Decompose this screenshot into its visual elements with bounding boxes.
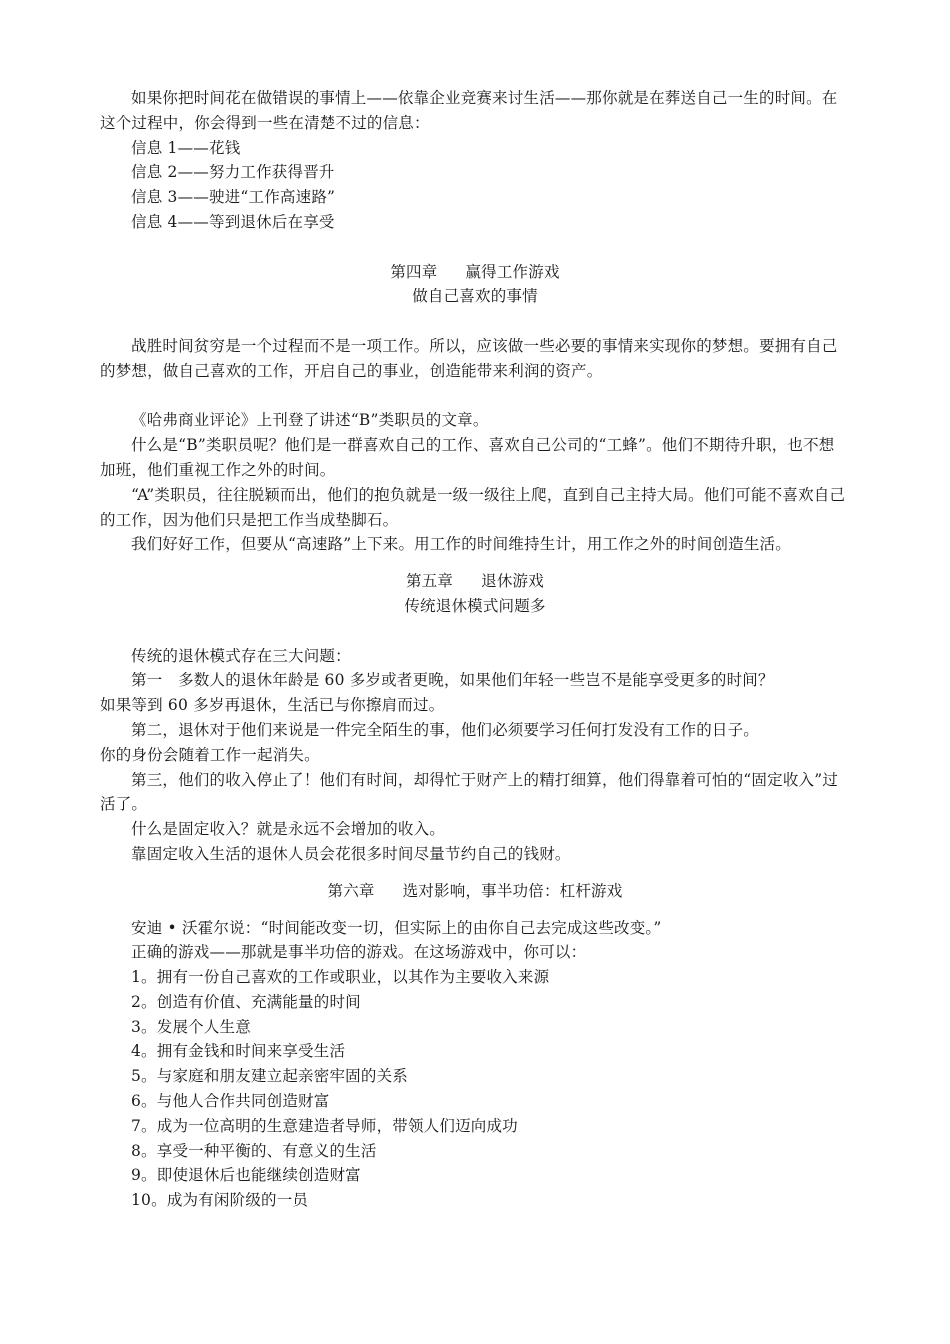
ch6-list	[100, 965, 850, 1213]
ch4-paragraph-3: 什么是“B”类职员呢？他们是一群喜欢自己的工作、喜欢自己公司的“工蜂”。他们不期待升职，也不想加班，他们重视工作之外的时间。	[100, 436, 835, 479]
ch5-paragraph-1: 传统的退休模式存在三大问题：	[131, 646, 351, 665]
ch5-paragraph-2b: 如果等到 60 多岁再退休，生活已与你擦肩而过。	[100, 696, 445, 715]
chapter-5-number: 第五章	[406, 572, 454, 591]
message-2: 信息 2——努力工作获得晋升	[131, 163, 335, 182]
list-item: 2。创造有价值、充满能量的时间	[131, 992, 361, 1011]
ch5-paragraph-5: 什么是固定收入？就是永远不会增加的收入。	[131, 820, 446, 839]
ch4-paragraph-5: 我们好好工作，但要从“高速路”上下来。用工作的时间维持生计，用工作之外的时间创造生活。	[131, 535, 791, 554]
ch4-paragraph-2: 《哈弗商业评论》上刊登了讲述“B”类职员的文章。	[131, 411, 489, 430]
chapter-4-number: 第四章	[390, 262, 438, 281]
list-item: 7。成为一位高明的生意建造者导师，带领人们迈向成功	[131, 1116, 518, 1135]
list-item: 10。成为有闲阶级的一员	[131, 1191, 309, 1210]
chapter-6-number: 第六章	[327, 881, 375, 900]
chapter-4-heading	[100, 260, 850, 285]
chapter-6-title: 选对影响，事半功倍：杠杆游戏	[402, 881, 623, 900]
ch5-paragraph-6: 靠固定收入生活的退休人员会花很多时间尽量节约自己的钱财。	[131, 844, 571, 863]
ch4-paragraph-4: “A”类职员，往往脱颖而出，他们的抱负就是一级一级往上爬，直到自己主持大局。他们可能不喜欢自己的工作，因为他们只是把工作当成垫脚石。	[100, 485, 846, 529]
list-item: 4。拥有金钱和时间来享受生活	[131, 1042, 346, 1061]
list-item: 1。拥有一份自己喜欢的工作或职业，以其作为主要收入来源	[131, 968, 550, 987]
list-item: 6。与他人合作共同创造财富	[131, 1092, 330, 1111]
ch6-lead: 正确的游戏——那就是事半功倍的游戏。在这场游戏中，你可以：	[131, 943, 587, 962]
ch5-paragraph-4: 第三，他们的收入停止了！他们有时间，却得忙于财产上的精打细算，他们得靠着可怕的“固定收入”过活了。	[100, 770, 839, 814]
list-item: 9。即使退休后也能继续创造财富	[131, 1166, 361, 1185]
chapter-5-subtitle: 传统退休模式问题多	[404, 596, 546, 615]
chapter-4-title: 赢得工作游戏	[465, 262, 560, 281]
ch5-paragraph-3b: 你的身份会随着工作一起消失。	[100, 745, 320, 764]
chapter-5-heading	[100, 569, 850, 594]
chapter-5-title: 退休游戏	[481, 572, 544, 591]
chapter-6-heading	[100, 879, 850, 904]
list-item: 3。发展个人生意	[131, 1017, 251, 1036]
ch6-quote: 安迪 • 沃霍尔说：“时间能改变一切，但实际上的由你自己去完成这些改变。”	[131, 918, 662, 937]
ch4-paragraph-1: 战胜时间贫穷是一个过程而不是一项工作。所以，应该做一些必要的事情来实现你的梦想。要拥有自己的梦想，做自己喜欢的工作，开启自己的事业，创造能带来利润的资产。	[100, 336, 838, 380]
message-1: 信息 1——花钱	[131, 138, 241, 157]
ch5-paragraph-3a: 第二，退休对于他们来说是一件完全陌生的事，他们必须要学习任何打发没有工作的日子。	[131, 720, 760, 739]
message-4: 信息 4——等到退休后在享受	[131, 212, 335, 231]
intro-paragraph: 如果你把时间花在做错误的事情上——依靠企业竞赛来讨生活——那你就是在葬送自己一生的时间。在这个过程中，你会得到一些在清楚不过的信息：	[100, 89, 838, 132]
list-item: 8。享受一种平衡的、有意义的生活	[131, 1141, 377, 1160]
chapter-4-subtitle: 做自己喜欢的事情	[412, 287, 538, 306]
ch5-paragraph-2a: 第一 多数人的退休年龄是 60 多岁或者更晚，如果他们年轻一些岂不是能享受更多的时间？	[131, 671, 774, 690]
message-3: 信息 3——驶进“工作高速路”	[131, 188, 336, 207]
list-item: 5。与家庭和朋友建立起亲密牢固的关系	[131, 1067, 408, 1086]
